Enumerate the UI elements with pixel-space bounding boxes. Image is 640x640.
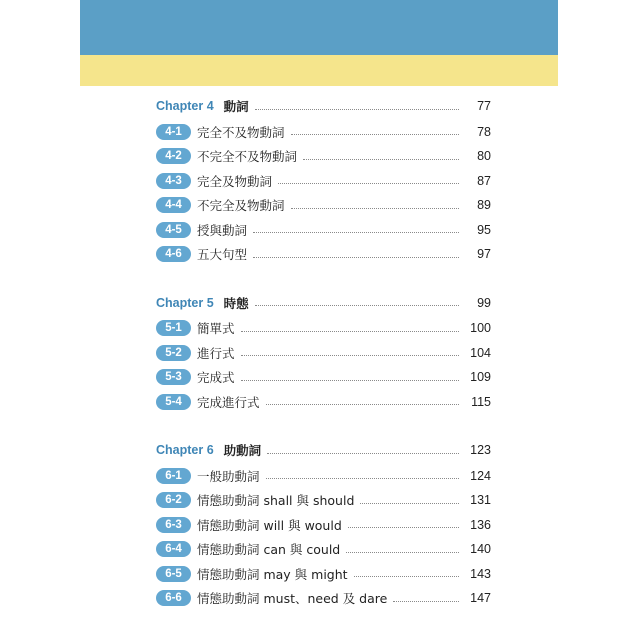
section-number-badge: 4-6 <box>156 246 191 262</box>
dot-leader <box>354 576 459 577</box>
page-number: 97 <box>477 247 491 262</box>
section-title: 完全不及物動詞 <box>197 124 285 140</box>
page-number: 80 <box>477 149 491 164</box>
chapter-title: 助動詞 <box>223 443 262 459</box>
section-number-badge: 4-3 <box>156 173 191 189</box>
toc-item[interactable] <box>156 242 491 267</box>
book-page <box>80 0 558 640</box>
section-number-badge: 4-4 <box>156 197 191 213</box>
section-number-badge: 4-5 <box>156 222 191 238</box>
section-title: 完成進行式 <box>197 394 260 410</box>
dot-leader <box>346 552 459 553</box>
section-number-badge: 5-4 <box>156 394 191 410</box>
page-number: 115 <box>471 394 491 409</box>
dot-leader <box>278 183 459 184</box>
toc-item[interactable] <box>156 562 491 587</box>
dot-leader <box>291 134 459 135</box>
section-title: 情態助動詞 shall 與 should <box>197 493 355 509</box>
dot-leader <box>360 503 459 504</box>
section-title: 五大句型 <box>197 247 248 263</box>
page-number: 143 <box>470 566 491 581</box>
dot-leader <box>253 232 459 233</box>
dot-leader <box>241 380 459 381</box>
page-number: 95 <box>477 222 491 237</box>
toc-item[interactable] <box>156 537 491 562</box>
section-title: 情態助動詞 can 與 could <box>197 542 341 558</box>
page-number: 147 <box>470 591 491 606</box>
section-number-badge: 6-6 <box>156 590 191 606</box>
toc-item[interactable] <box>156 464 491 489</box>
toc-section <box>156 438 491 611</box>
section-title: 簡單式 <box>197 321 235 337</box>
section-number-badge: 5-1 <box>156 320 191 336</box>
section-number-badge: 6-5 <box>156 566 191 582</box>
toc-section <box>156 94 491 267</box>
toc-item[interactable] <box>156 390 491 415</box>
toc-item[interactable] <box>156 488 491 513</box>
section-number-badge: 4-1 <box>156 124 191 140</box>
chapter-entry[interactable] <box>156 438 491 463</box>
section-number-badge: 5-2 <box>156 345 191 361</box>
dot-leader <box>348 527 459 528</box>
page-number: 100 <box>470 321 491 336</box>
section-title: 完成式 <box>197 370 235 386</box>
section-title: 不完全不及物動詞 <box>197 149 298 165</box>
page-number: 104 <box>470 345 491 360</box>
header-blue-band <box>80 0 558 55</box>
toc-item[interactable] <box>156 218 491 243</box>
dot-leader <box>393 601 459 602</box>
dot-leader <box>267 453 459 454</box>
chapter-title: 時態 <box>223 295 249 311</box>
dot-leader <box>255 305 459 306</box>
toc-item[interactable] <box>156 120 491 145</box>
section-number-badge: 6-2 <box>156 492 191 508</box>
section-title: 不完全及物動詞 <box>197 198 285 214</box>
chapter-title: 動詞 <box>223 99 249 115</box>
dot-leader <box>241 355 459 356</box>
page-number: 78 <box>477 124 491 139</box>
toc-section <box>156 291 491 415</box>
page-number: 87 <box>477 173 491 188</box>
table-of-contents <box>156 94 491 611</box>
dot-leader <box>303 159 459 160</box>
dot-leader <box>255 109 459 110</box>
section-number-badge: 6-4 <box>156 541 191 557</box>
dot-leader <box>266 478 459 479</box>
chapter-entry[interactable] <box>156 94 491 119</box>
toc-item[interactable] <box>156 193 491 218</box>
chapter-entry[interactable] <box>156 291 491 316</box>
header-yellow-band <box>80 55 558 86</box>
toc-item[interactable] <box>156 365 491 390</box>
dot-leader <box>291 208 459 209</box>
page-number: 89 <box>477 198 491 213</box>
page-number: 99 <box>477 295 491 310</box>
toc-item[interactable] <box>156 169 491 194</box>
page-number: 136 <box>470 517 491 532</box>
page-number: 109 <box>470 370 491 385</box>
section-number-badge: 5-3 <box>156 369 191 385</box>
page-number: 131 <box>470 493 491 508</box>
dot-leader <box>241 331 459 332</box>
page-number: 124 <box>470 468 491 483</box>
section-title: 情態助動詞 will 與 would <box>197 517 342 533</box>
section-number-badge: 4-2 <box>156 148 191 164</box>
chapter-number: Chapter 5 <box>156 295 214 310</box>
page-number: 140 <box>470 542 491 557</box>
toc-item[interactable] <box>156 144 491 169</box>
section-title: 授與動詞 <box>197 222 248 238</box>
page-number: 123 <box>470 443 491 458</box>
toc-item[interactable] <box>156 513 491 538</box>
section-title: 一般助動詞 <box>197 468 260 484</box>
section-title: 進行式 <box>197 345 235 361</box>
toc-item[interactable] <box>156 316 491 341</box>
page-number: 77 <box>477 99 491 114</box>
dot-leader <box>266 404 459 405</box>
section-title: 情態助動詞 may 與 might <box>197 566 348 582</box>
section-title: 情態助動詞 must、need 及 dare <box>197 591 388 607</box>
chapter-number: Chapter 6 <box>156 443 214 458</box>
section-number-badge: 6-1 <box>156 468 191 484</box>
section-number-badge: 6-3 <box>156 517 191 533</box>
toc-item[interactable] <box>156 586 491 611</box>
toc-item[interactable] <box>156 341 491 366</box>
section-title: 完全及物動詞 <box>197 173 273 189</box>
chapter-number: Chapter 4 <box>156 99 214 114</box>
dot-leader <box>253 257 459 258</box>
